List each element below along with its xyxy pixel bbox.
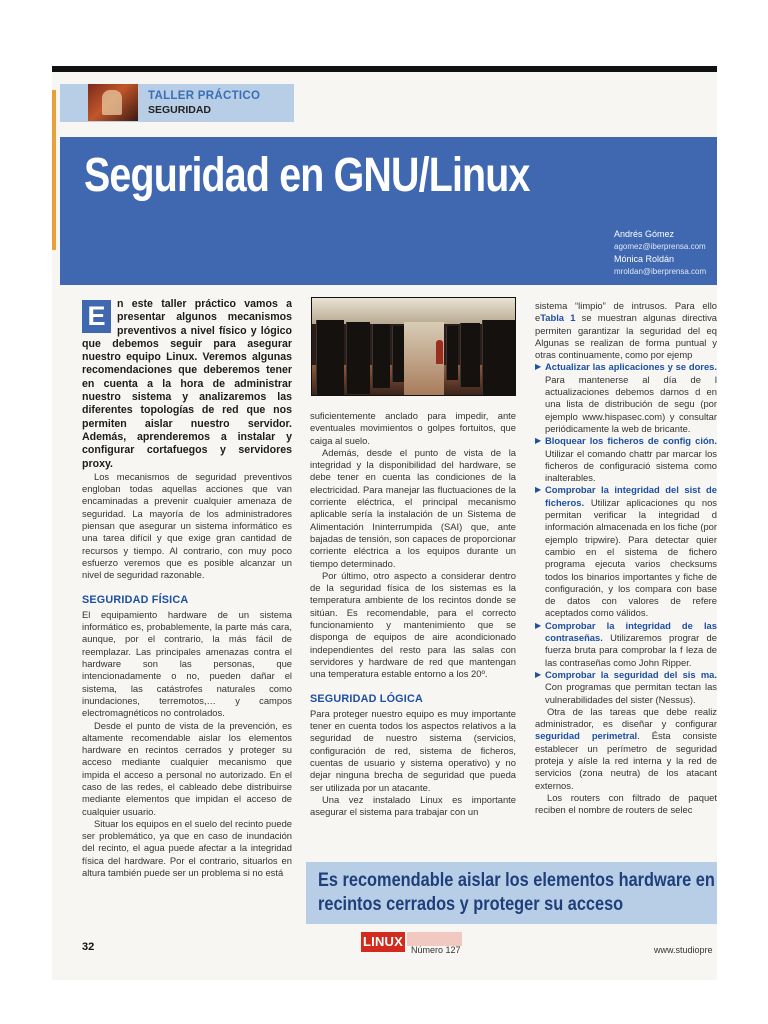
body-paragraph: Desde el punto de vista de la prevención, es altamente recomendable aislar los elementos hardware en recintos cerrados y proteger su acceso mediante cualquier mecanismo que impida el acceso a personal no autorizado. En el caso de las redes, el cableado debe distribuirse mediante elementos que impidan el acceso de cualquier usuario. xyxy=(82,719,292,817)
logo-ghost-mark xyxy=(407,932,462,946)
body-paragraph: Una vez instalado Linux es importante asegurar el sistema para trabajar con un xyxy=(310,793,516,818)
body-paragraph: Los routers con filtrado de paquet reciben el nombre de routers de selec xyxy=(535,791,717,816)
body-paragraph: Por último, otro aspecto a considerar dentro de la seguridad física de los sistemas es la temperatura ambiente de los recintos donde se sitúan. Es recomendable, para el correcto funcionamiento y mantenimiento que se disponga de equipos de aire acondicionado independientes del resto para las salas con servidores y hardware de red que mantengan una temperatura estable entorno a los 20º. xyxy=(310,569,516,680)
author-email[interactable]: mroldan@iberprensa.com xyxy=(614,267,707,276)
page-number: 32 xyxy=(82,941,95,953)
website-link[interactable]: www.studiopre xyxy=(654,945,713,955)
bullet-item: ▶ Comprobar la integridad del sist de ficheros. Utilizar aplicaciones qu nos permitan verificar la integridad d información almacenada en los fiche (por ejemplo tripwire). Para detectar quier cambio en el sistema de fichero programa ejecuta varios checksums todos los binarios importantes y fiche de configuración, y los compara con base de datos con valores de refere aceptados como válidos. xyxy=(535,484,717,619)
body-paragraph: suficientemente anclado para impedir, ante eventuales movimientos o golpes fortuitos, que caiga al suelo. xyxy=(310,410,516,446)
column-3 xyxy=(535,300,717,856)
issue-number: Número 127 xyxy=(411,945,461,955)
body-paragraph: Otra de las tareas que debe realiz administrador, es diseñar y configurar seguridad perimetral. Ésta consiste establecer un perímetro de seguridad proteja y aísle la red interna y la red de servicios (zona neutra) de los atacant externos. xyxy=(535,705,717,791)
column-2 xyxy=(310,410,516,854)
section-kicker: TALLER PRÁCTICO xyxy=(148,90,261,102)
body-paragraph: El equipamiento hardware de un sistema informático es, probablemente, la parte más cara, aunque, por el contrario, la más fácil de reemplazar. Las principales amenazas contra el hardware son las personas, que intencionadamente o no, pueden dañar el sistema, las catástrofes naturales como inundaciones, terremotos,… y campos electromagnéticos no controlados. xyxy=(82,608,292,719)
pull-quote: Es recomendable aislar los elementos hardware en recintos cerrados y proteger su acceso xyxy=(318,870,715,915)
bullet-item: ▶ Comprobar la integridad de las contraseñas. Utilizaremos prograr de fuerza bruta para comprobar la f leza de las contraseñas como John Ripper. xyxy=(535,620,717,669)
section-name: SEGURIDAD xyxy=(148,104,212,116)
subheading: SEGURIDAD FÍSICA xyxy=(82,593,189,606)
edge-stripe xyxy=(52,90,56,250)
table-reference-link[interactable]: Tabla 1 xyxy=(540,312,576,324)
author-name: Andrés Gómez xyxy=(614,229,675,239)
bullet-item: ▶ Bloquear los ficheros de config ción. Utilizar el comando chattr par marcar los ficheros de configuració sistema como inalterables. xyxy=(535,435,717,484)
body-paragraph: Situar los equipos en el suelo del recinto puede ser problemático, ya que en caso de inundación del recinto, el agua puede afectar a la integridad física del hardware. Por el contrario, situarlos en altura también puede ser un problema si no está xyxy=(82,817,292,879)
lead-paragraph: E n este taller práctico vamos a presentar algunos mecanismos preventivos a nivel físico y lógico que debemos seguir para asegurar nuestro equipo Linux. Veremos algunas recomendaciones que deberemos tener en cuenta a la hora de administrar nuestro sistema y analizaremos las diferentes topologías de red que nos permiten aislar nuestro servidor. Además, aprenderemos a instalar y configurar cortafuegos y servidores proxy. xyxy=(82,298,292,470)
article-title: Seguridad en GNU/Linux xyxy=(84,149,530,202)
body-paragraph: Para proteger nuestro equipo es muy importante tener en cuenta todos los aspectos relativos a la seguridad de nuestro sistema (servicios, configuración de red, sistema de ficheros, cuentas de usuario y sistema operativo) y no dejar ninguna brecha de seguridad que pueda ser utilizada por un atacante. xyxy=(310,707,516,793)
top-rule xyxy=(52,66,717,72)
body-paragraph: Los mecanismos de seguridad preventivos engloban todas aquellas acciones que van encaminadas a prevenir cualquier amenaza de seguridad. La mayoría de los administradores piensan que asegurar un sistema informático es una tarea difícil y que exige gran cantidad de recursos y tiempo. Al contrario, con muy poco esfuerzo veremos que es posible alcanzar un nivel de seguridad razonable. xyxy=(82,470,292,581)
bullet-item: ▶ Actualizar las aplicaciones y se dores. Para mantenerse al día de l actualizaciones debemos darnos d en una lista de distribución de segu (por ejemplo www.hispasec.com) y consultar periódicamente la web de bricante. xyxy=(535,361,717,435)
section-thumbnail-image xyxy=(88,84,138,121)
body-paragraph: Además, desde el punto de vista de la integridad y la disponibilidad del hardware, se debe tener en cuenta las condiciones de la electricidad. Para manejar las fluctuaciones de la corriente eléctrica, el principal mecanismo aplicable sería la instalación de un Sistema de Alimentación Ininterrumpida (SAI) que, ante bajadas de tensión, son capaces de proporcionar corriente eléctrica a los equipos durante un tiempo determinado. xyxy=(310,446,516,569)
column-1 xyxy=(82,298,292,922)
author-email[interactable]: agomez@iberprensa.com xyxy=(614,242,706,251)
body-paragraph: sistema “limpio” de intrusos. Para ello eTabla 1 se muestran algunas directiva permiten garantizar la seguridad del eq Algunas se realizan de forma puntual y otras continuamente, como por ejemp xyxy=(535,300,717,361)
bullet-item: ▶ Comprobar la seguridad del sis ma. Con programas que permitan tectan las vulnerabilidades del sister (Nessus). xyxy=(535,669,717,706)
magazine-logo: LINUX xyxy=(361,932,405,952)
server-room-photo xyxy=(311,297,516,396)
author-name: Mónica Roldán xyxy=(614,254,675,264)
subheading: SEGURIDAD LÓGICA xyxy=(310,692,423,705)
drop-cap: E xyxy=(82,300,111,333)
